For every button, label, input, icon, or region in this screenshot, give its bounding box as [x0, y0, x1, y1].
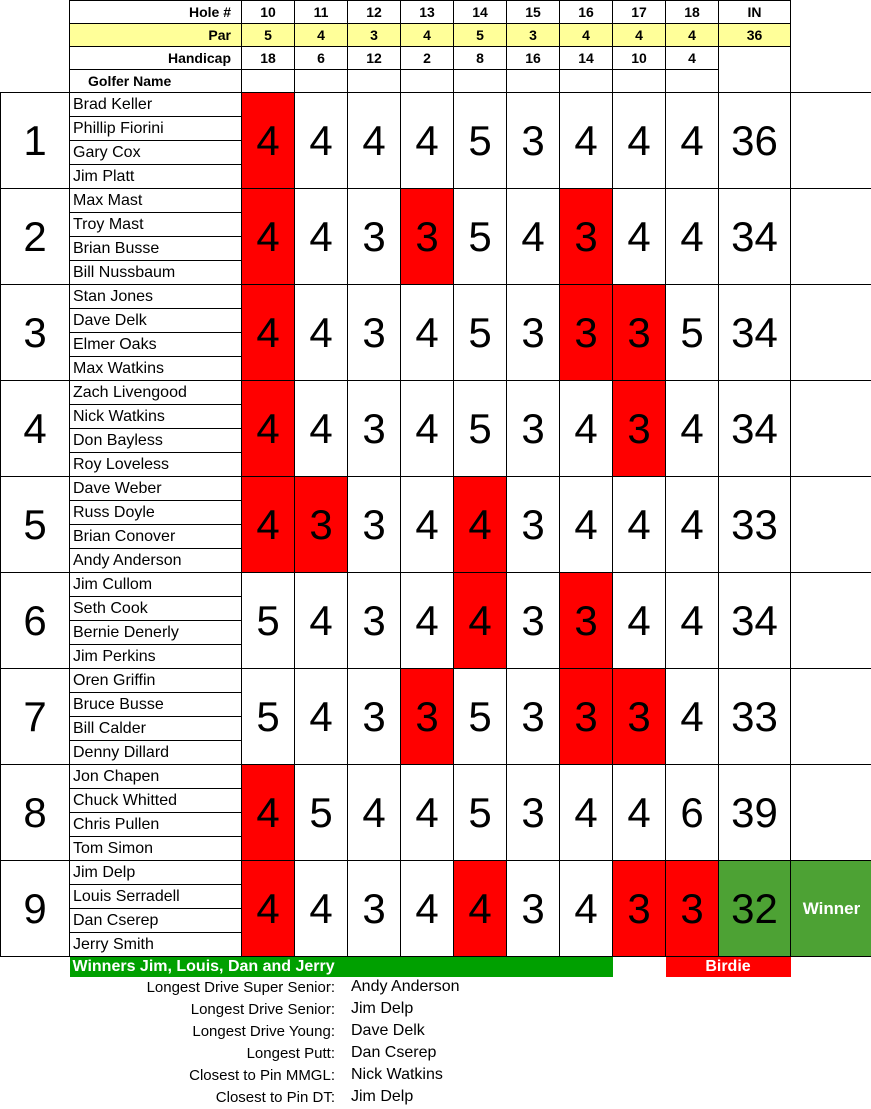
golfer-name: Jim Perkins [70, 645, 242, 669]
golfer-name: Brian Busse [70, 237, 242, 261]
handicap-value: 12 [348, 47, 401, 70]
par-value: 3 [507, 24, 560, 47]
golfer-name: Brad Keller [70, 93, 242, 117]
golfer-name: Dave Weber [70, 477, 242, 501]
hole-score: 4 [666, 477, 719, 573]
golfer-name: Bill Nussbaum [70, 261, 242, 285]
hole-score: 4 [295, 189, 348, 285]
golfer-name: Roy Loveless [70, 453, 242, 477]
hole-score: 4 [613, 189, 666, 285]
golfer-name: Russ Doyle [70, 501, 242, 525]
in-total: 34 [719, 285, 791, 381]
in-total: 32 [719, 861, 791, 957]
par-label: Par [70, 24, 242, 47]
golfer-name: Chris Pullen [70, 813, 242, 837]
hole-number: 11 [295, 1, 348, 24]
in-total: 39 [719, 765, 791, 861]
in-total: 33 [719, 669, 791, 765]
hole-score: 5 [454, 93, 507, 189]
handicap-row [1, 47, 871, 70]
table-row [1, 765, 871, 789]
hole-score: 4 [613, 573, 666, 669]
par-row [1, 24, 871, 47]
in-total: 34 [719, 381, 791, 477]
result-cell [791, 93, 871, 189]
golfer-name: Jon Chapen [70, 765, 242, 789]
hole-score: 3 [507, 573, 560, 669]
golfer-name: Bill Calder [70, 717, 242, 741]
hole-score: 3 [560, 285, 613, 381]
par-value: 5 [454, 24, 507, 47]
hole-score: 4 [401, 765, 454, 861]
hole-score: 4 [666, 93, 719, 189]
award-row [0, 1021, 871, 1043]
hole-score: 3 [507, 93, 560, 189]
award-row [0, 1065, 871, 1087]
golfer-name: Jim Platt [70, 165, 242, 189]
hole-row [1, 1, 871, 24]
award-category: Closest to Pin DT: [215, 1089, 335, 1106]
hole-number: 10 [242, 1, 295, 24]
handicap-value: 6 [295, 47, 348, 70]
award-category: Longest Drive Young: [192, 1023, 335, 1040]
award-winner: Jim Delp [351, 1088, 414, 1105]
hole-score: 3 [560, 573, 613, 669]
hole-score: 5 [454, 285, 507, 381]
hole-score: 4 [242, 765, 295, 861]
golfer-name: Elmer Oaks [70, 333, 242, 357]
hole-score: 3 [348, 573, 401, 669]
blank-cell [348, 70, 401, 93]
hole-number: 15 [507, 1, 560, 24]
hole-score: 3 [348, 477, 401, 573]
award-winner: Nick Watkins [351, 1066, 443, 1083]
hole-score: 4 [507, 189, 560, 285]
hole-score: 4 [295, 861, 348, 957]
result-cell [791, 765, 871, 861]
hole-score: 4 [348, 765, 401, 861]
hole-score: 4 [613, 765, 666, 861]
hole-score: 4 [295, 573, 348, 669]
hole-score: 3 [507, 669, 560, 765]
hole-score: 6 [666, 765, 719, 861]
result-cell [791, 189, 871, 285]
hole-score: 5 [454, 669, 507, 765]
hole-score: 3 [507, 381, 560, 477]
hole-score: 3 [507, 861, 560, 957]
golfer-name: Brian Conover [70, 525, 242, 549]
hole-score: 4 [666, 189, 719, 285]
in-total: 36 [719, 93, 791, 189]
blank-cell [666, 70, 719, 93]
hole-score: 4 [454, 861, 507, 957]
hole-score: 3 [613, 861, 666, 957]
award-category: Longest Drive Super Senior: [146, 979, 335, 996]
golfer-name: Nick Watkins [70, 405, 242, 429]
hole-score: 4 [560, 861, 613, 957]
award-winner: Jim Delp [351, 1000, 414, 1017]
hole-score: 3 [507, 285, 560, 381]
table-row [1, 93, 871, 117]
par-value: 3 [348, 24, 401, 47]
handicap-value: 2 [401, 47, 454, 70]
award-row [0, 1087, 871, 1109]
legend-row [1, 957, 871, 978]
birdie-legend: Birdie [666, 957, 791, 978]
winner-badge: Winner [791, 861, 871, 957]
hole-score: 3 [348, 285, 401, 381]
award-winner: Dave Delk [351, 1022, 425, 1039]
golfer-name: Andy Anderson [70, 549, 242, 573]
team-number: 9 [1, 861, 70, 957]
awards-list [0, 977, 871, 1109]
hole-score: 3 [348, 669, 401, 765]
hole-score: 4 [613, 93, 666, 189]
team-number: 1 [1, 93, 70, 189]
team-number: 7 [1, 669, 70, 765]
hole-number: 18 [666, 1, 719, 24]
hole-score: 4 [295, 669, 348, 765]
blank-cell [560, 70, 613, 93]
hole-number: 17 [613, 1, 666, 24]
table-row [1, 189, 871, 213]
table-row [1, 669, 871, 693]
golfer-name: Oren Griffin [70, 669, 242, 693]
hole-score: 3 [348, 381, 401, 477]
table-row [1, 573, 871, 597]
hole-score: 3 [348, 189, 401, 285]
award-row [0, 999, 871, 1021]
hole-number: 16 [560, 1, 613, 24]
hole-score: 3 [666, 861, 719, 957]
hole-score: 4 [666, 381, 719, 477]
par-value: 4 [560, 24, 613, 47]
golfer-name: Bernie Denerly [70, 621, 242, 645]
par-value: 4 [295, 24, 348, 47]
hole-score: 4 [242, 285, 295, 381]
golfer-name: Denny Dillard [70, 741, 242, 765]
result-cell [791, 381, 871, 477]
blank-cell [295, 70, 348, 93]
golfer-name: Stan Jones [70, 285, 242, 309]
table-row [1, 381, 871, 405]
hole-score: 4 [242, 381, 295, 477]
handicap-label: Handicap [70, 47, 242, 70]
golfer-name: Seth Cook [70, 597, 242, 621]
in-total: 33 [719, 477, 791, 573]
hole-score: 4 [401, 285, 454, 381]
hole-score: 4 [666, 573, 719, 669]
hole-score: 5 [295, 765, 348, 861]
par-value: 4 [401, 24, 454, 47]
handicap-value: 18 [242, 47, 295, 70]
result-cell [791, 669, 871, 765]
blank-cell [613, 70, 666, 93]
team-number: 8 [1, 765, 70, 861]
award-category: Longest Putt: [246, 1045, 335, 1062]
award-row [0, 1043, 871, 1065]
result-cell [791, 285, 871, 381]
golfer-name: Dave Delk [70, 309, 242, 333]
hole-score: 3 [613, 669, 666, 765]
hole-score: 4 [295, 285, 348, 381]
in-total: 34 [719, 189, 791, 285]
hole-score: 3 [613, 381, 666, 477]
golfer-name: Jerry Smith [70, 933, 242, 957]
golfer-name: Bruce Busse [70, 693, 242, 717]
handicap-value: 10 [613, 47, 666, 70]
award-category: Longest Drive Senior: [190, 1001, 335, 1018]
hole-score: 5 [454, 381, 507, 477]
golfer-name: Jim Delp [70, 861, 242, 885]
hole-score: 4 [401, 477, 454, 573]
hole-label: Hole # [70, 1, 242, 24]
hole-score: 4 [401, 93, 454, 189]
hole-score: 3 [560, 189, 613, 285]
golfer-name: Max Mast [70, 189, 242, 213]
winners-banner: Winners Jim, Louis, Dan and Jerry [70, 957, 613, 978]
hole-score: 4 [401, 573, 454, 669]
table-row [1, 477, 871, 501]
hole-score: 4 [560, 765, 613, 861]
team-number: 2 [1, 189, 70, 285]
hole-score: 4 [560, 93, 613, 189]
hole-score: 4 [295, 93, 348, 189]
table-row [1, 861, 871, 885]
hole-score: 5 [454, 765, 507, 861]
blank-cell [719, 47, 791, 93]
award-winner: Andy Anderson [351, 978, 460, 995]
handicap-value: 14 [560, 47, 613, 70]
hole-score: 4 [454, 573, 507, 669]
hole-score: 4 [295, 381, 348, 477]
blank-cell [401, 70, 454, 93]
golfer-name: Troy Mast [70, 213, 242, 237]
handicap-value: 8 [454, 47, 507, 70]
hole-score: 3 [507, 765, 560, 861]
hole-score: 3 [507, 477, 560, 573]
hole-score: 4 [560, 381, 613, 477]
blank-cell [507, 70, 560, 93]
hole-score: 3 [613, 285, 666, 381]
hole-score: 3 [401, 669, 454, 765]
handicap-value: 16 [507, 47, 560, 70]
hole-score: 4 [348, 93, 401, 189]
par-total: 36 [719, 24, 791, 47]
golfer-name: Phillip Fiorini [70, 117, 242, 141]
team-number: 5 [1, 477, 70, 573]
golfer-name: Gary Cox [70, 141, 242, 165]
hole-number: 13 [401, 1, 454, 24]
hole-score: 4 [401, 861, 454, 957]
par-value: 5 [242, 24, 295, 47]
award-winner: Dan Cserep [351, 1044, 437, 1061]
golfer-name: Louis Serradell [70, 885, 242, 909]
par-value: 4 [666, 24, 719, 47]
team-number: 6 [1, 573, 70, 669]
result-cell [791, 573, 871, 669]
hole-score: 4 [242, 861, 295, 957]
blank-cell [242, 70, 295, 93]
hole-number: 14 [454, 1, 507, 24]
golfer-name: Don Bayless [70, 429, 242, 453]
table-row [1, 285, 871, 309]
result-cell [791, 477, 871, 573]
hole-score: 3 [348, 861, 401, 957]
blank-cell [454, 70, 507, 93]
hole-score: 4 [560, 477, 613, 573]
team-number: 4 [1, 381, 70, 477]
hole-score: 4 [401, 381, 454, 477]
hole-score: 5 [454, 189, 507, 285]
hole-score: 4 [242, 189, 295, 285]
hole-score: 5 [242, 669, 295, 765]
in-total: 34 [719, 573, 791, 669]
hole-score: 5 [242, 573, 295, 669]
hole-score: 4 [454, 477, 507, 573]
golfer-name: Chuck Whitted [70, 789, 242, 813]
award-category: Closest to Pin MMGL: [189, 1067, 335, 1084]
golfer-name: Max Watkins [70, 357, 242, 381]
award-row [0, 977, 871, 999]
hole-score: 4 [613, 477, 666, 573]
hole-score: 4 [242, 93, 295, 189]
golfer-name-header: Golfer Name [70, 70, 242, 93]
par-value: 4 [613, 24, 666, 47]
golfer-name: Jim Cullom [70, 573, 242, 597]
hole-score: 3 [295, 477, 348, 573]
in-total-header: IN [719, 1, 791, 24]
golfer-name: Tom Simon [70, 837, 242, 861]
golfer-name: Zach Livengood [70, 381, 242, 405]
hole-score: 3 [401, 189, 454, 285]
golfer-name: Dan Cserep [70, 909, 242, 933]
hole-score: 3 [560, 669, 613, 765]
hole-score: 5 [666, 285, 719, 381]
handicap-value: 4 [666, 47, 719, 70]
hole-score: 4 [242, 477, 295, 573]
hole-number: 12 [348, 1, 401, 24]
team-number: 3 [1, 285, 70, 381]
hole-score: 4 [666, 669, 719, 765]
